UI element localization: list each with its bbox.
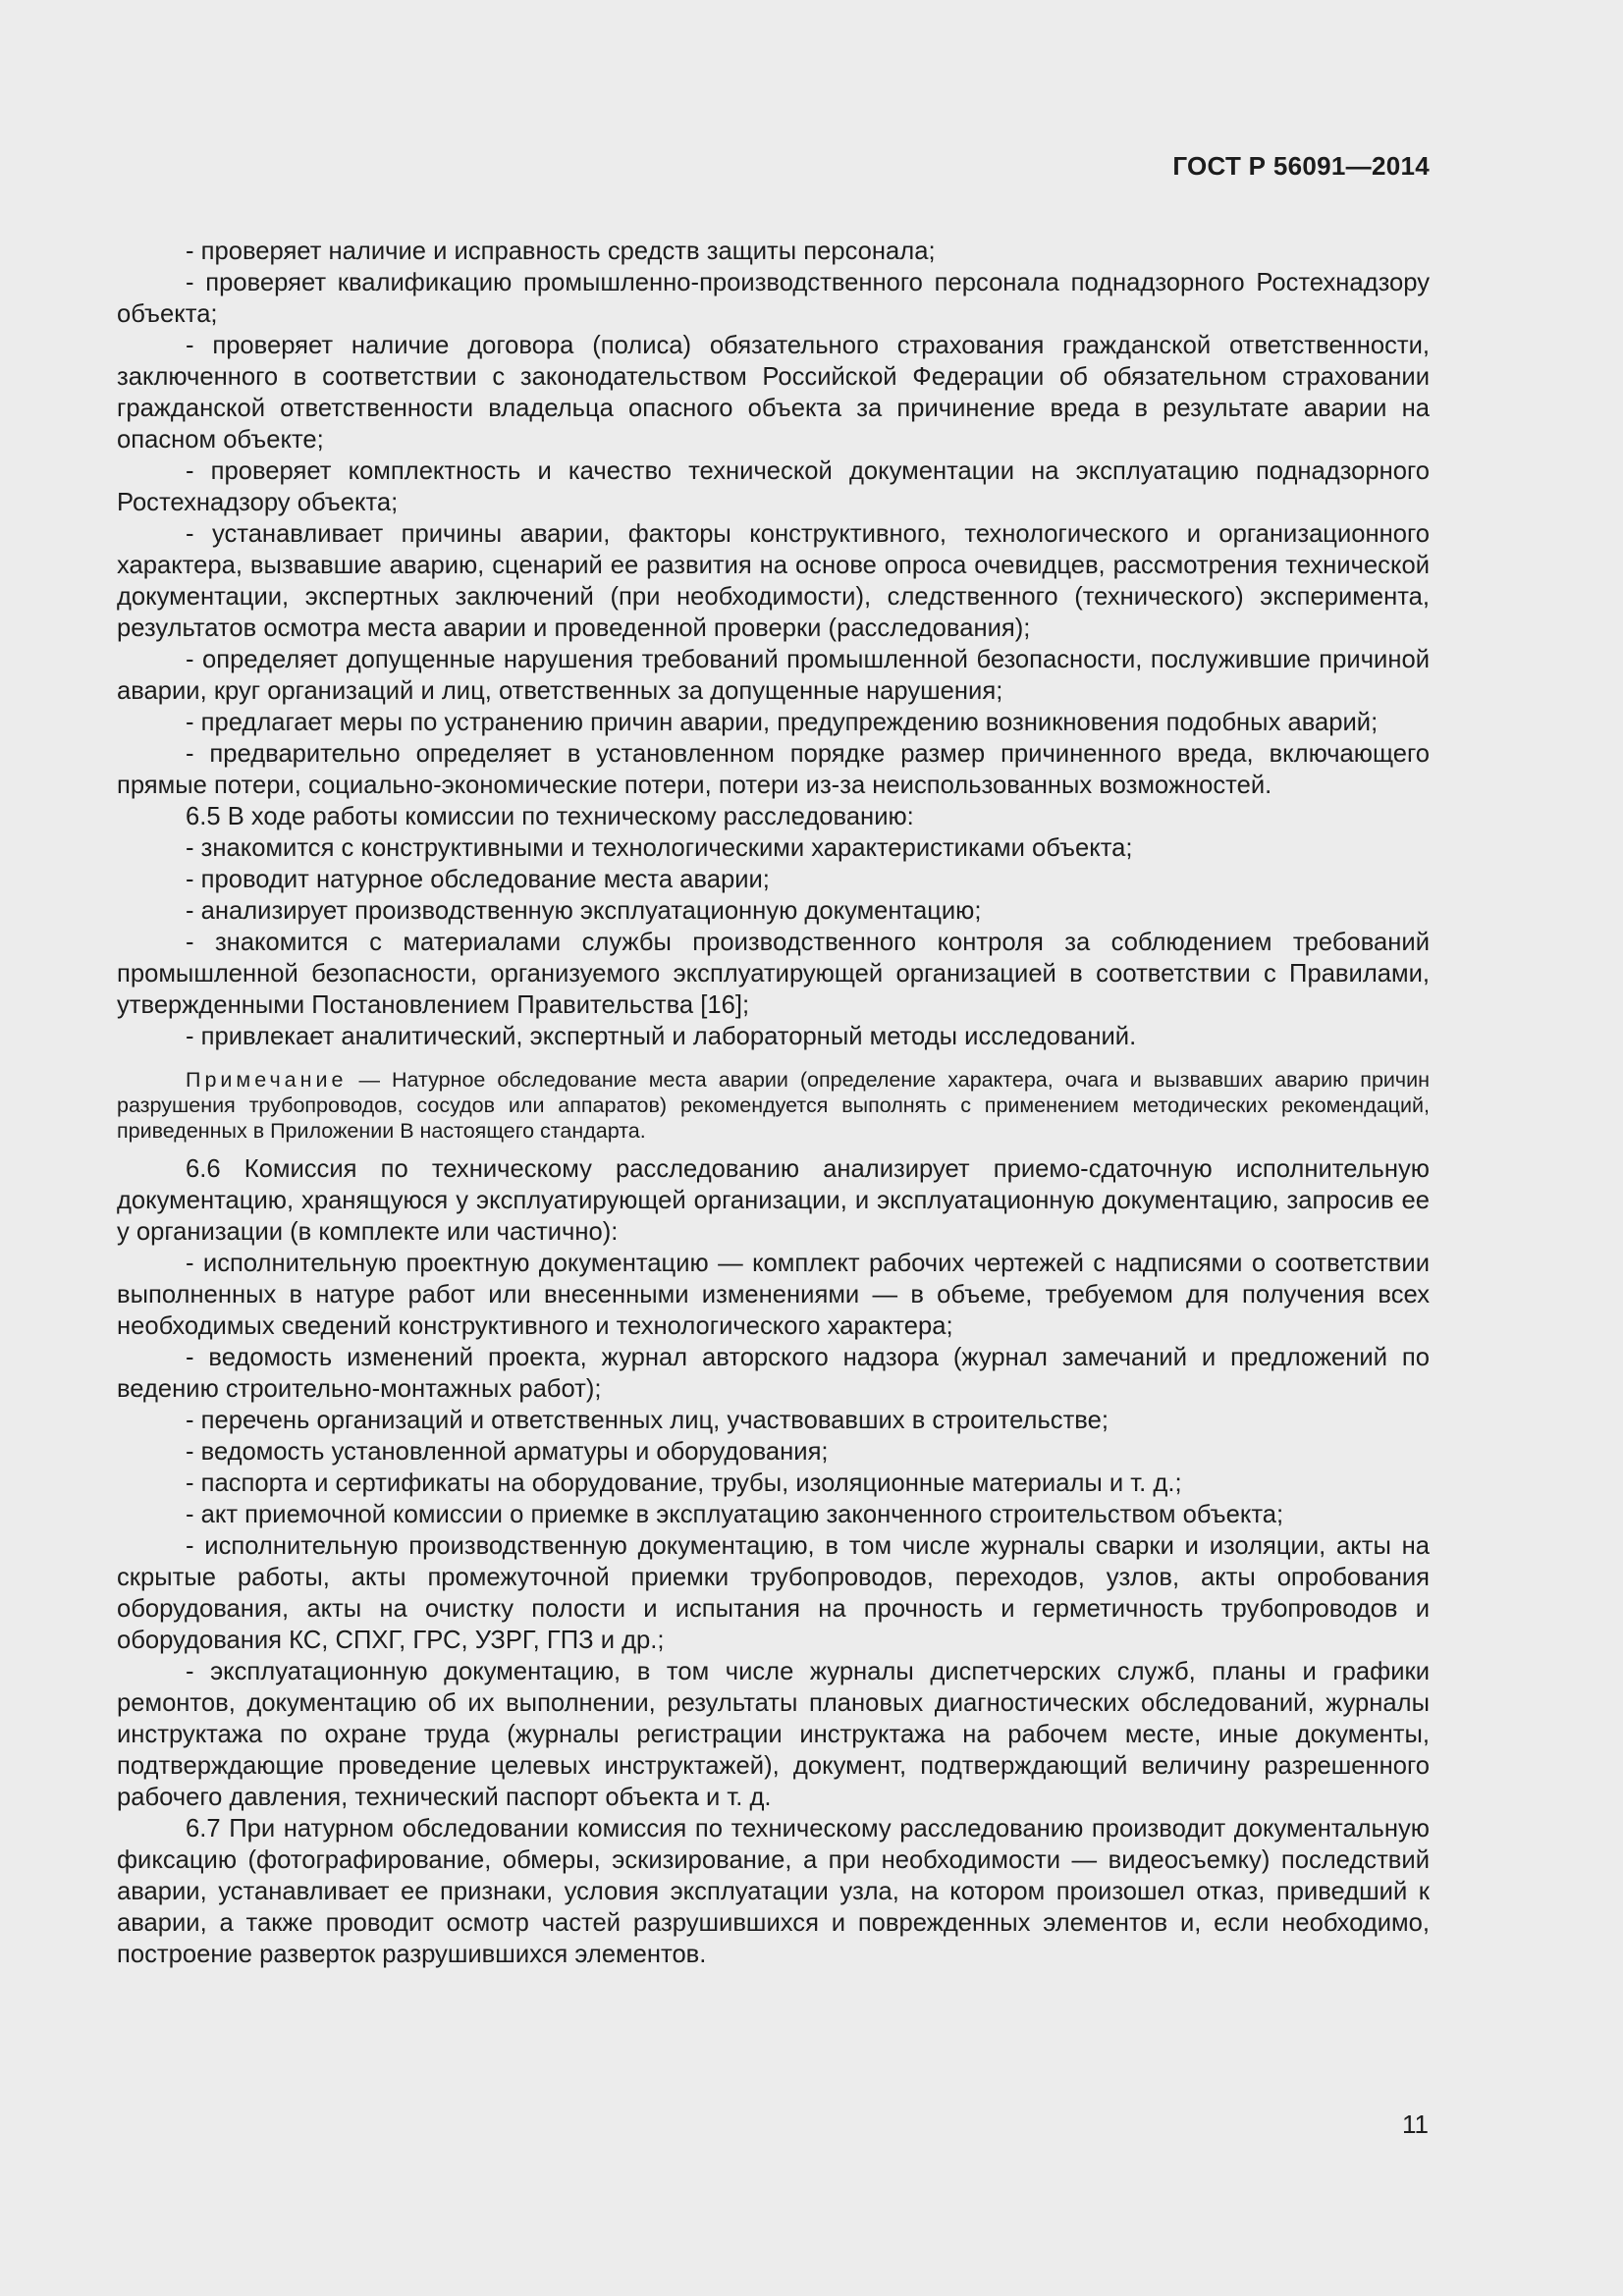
note-text: — Натурное обследование места аварии (определение характера, очага и вызвавших аварию причин разрушения трубопроводов, сосудов или аппаратов) рекомендуется выполнять с применением методических рекомендаций, приведенных в Приложении В настоящего стандарта. bbox=[117, 1068, 1430, 1143]
paragraph: - знакомится с конструктивными и технологическими характеристиками объекта; bbox=[186, 834, 1133, 862]
document-body bbox=[117, 236, 1430, 1970]
paragraph: 6.5 В ходе работы комиссии по техническому расследованию: bbox=[186, 803, 914, 830]
paragraph: - эксплуатационную документацию, в том числе журналы диспетчерских служб, планы и графики ремонтов, документацию об их выполнении, результаты плановых диагностических обследований, журналы инструктажа по охране труда (журналы регистрации инструктажа на рабочем месте, иные документы, подтверждающие проведение целевых инструктажей), документ, подтверждающий величину разрешенного рабочего давления, технический паспорт объекта и т. д. bbox=[117, 1658, 1430, 1811]
paragraph: - перечень организаций и ответственных лиц, участвовавших в строительстве; bbox=[186, 1407, 1109, 1434]
paragraph: - предлагает меры по устранению причин аварии, предупреждению возникновения подобных аварий; bbox=[186, 709, 1379, 736]
paragraph: - знакомится с материалами службы производственного контроля за соблюдением требований промышленной безопасности, организуемого эксплуатирующей организацией в соответствии с Правилами, утвержденными Постановлением Правительства [16]; bbox=[117, 929, 1430, 1019]
note-paragraph bbox=[117, 1067, 1430, 1144]
paragraph: - проверяет квалификацию промышленно-производственного персонала поднадзорного Ростехнадзору объекта; bbox=[117, 269, 1430, 328]
paragraph: - ведомость изменений проекта, журнал авторского надзора (журнал замечаний и предложений по ведению строительно-монтажных работ); bbox=[117, 1344, 1430, 1403]
paragraph: - акт приемочной комиссии о приемке в эксплуатацию законченного строительством объекта; bbox=[186, 1501, 1284, 1528]
paragraph-group-2 bbox=[117, 1153, 1430, 1970]
paragraph: 6.6 Комиссия по техническому расследованию анализирует приемо-сдаточную исполнительную документацию, хранящуюся у эксплуатирующей организации, и эксплуатационную документацию, запросив ее у организации (в комплекте или частично): bbox=[117, 1155, 1430, 1246]
paragraph: - проверяет комплектность и качество технической документации на эксплуатацию поднадзорного Ростехнадзору объекта; bbox=[117, 457, 1430, 516]
document-code: ГОСТ Р 56091—2014 bbox=[1172, 151, 1430, 181]
paragraph: - предварительно определяет в установленном порядке размер причиненного вреда, включающего прямые потери, социально-экономические потери, потери из-за неиспользованных возможностей. bbox=[117, 740, 1430, 799]
paragraph: - исполнительную проектную документацию — комплект рабочих чертежей с надписями о соответствии выполненных в натуре работ или внесенными изменениями — в объеме, требуемом для получения всех необходимых сведений конструктивного и технологического характера; bbox=[117, 1250, 1430, 1340]
paragraph: - анализирует производственную эксплуатационную документацию; bbox=[186, 897, 982, 925]
paragraph: - ведомость установленной арматуры и оборудования; bbox=[186, 1438, 829, 1466]
paragraph: - проводит натурное обследование места аварии; bbox=[186, 866, 770, 893]
paragraph: - проверяет наличие договора (полиса) обязательного страхования гражданской ответственности, заключенного в соответствии с законодательством Российской Федерации об обязательном страховании гражданской ответственности владельца опасного объекта за причинение вреда в результате аварии на опасном объекте; bbox=[117, 332, 1430, 454]
paragraph: - исполнительную производственную документацию, в том числе журналы сварки и изоляции, акты на скрытые работы, акты промежуточной приемки трубопроводов, переходов, узлов, акты опробования оборудования, акты на очистку полости и испытания на прочность и герметичность трубопроводов и оборудования КС, СПХГ, ГРС, УЗРГ, ГПЗ и др.; bbox=[117, 1532, 1430, 1654]
paragraph: - паспорта и сертификаты на оборудование, трубы, изоляционные материалы и т. д.; bbox=[186, 1469, 1182, 1497]
paragraph: - устанавливает причины аварии, факторы конструктивного, технологического и организационного характера, вызвавшие аварию, сценарий ее развития на основе опроса очевидцев, рассмотрения технической документации, экспертных заключений (при необходимости), следственного (технического) эксперимента, результатов осмотра места аварии и проведенной проверки (расследования); bbox=[117, 520, 1430, 642]
page-number: 11 bbox=[1402, 2109, 1429, 2139]
paragraph: - привлекает аналитический, экспертный и лабораторный методы исследований. bbox=[186, 1023, 1137, 1050]
note-label: Примечание bbox=[186, 1068, 348, 1092]
paragraph: 6.7 При натурном обследовании комиссия по техническому расследованию производит документальную фиксацию (фотографирование, обмеры, эскизирование, а при необходимости — видеосъемку) последствий аварии, устанавливает ее признаки, условия эксплуатации узла, на котором произошел отказ, приведший к аварии, а также проводит осмотр частей разрушившихся и поврежденных элементов и, если необходимо, построение разверток разрушившихся элементов. bbox=[117, 1815, 1430, 1968]
paragraph: - проверяет наличие и исправность средств защиты персонала; bbox=[186, 238, 936, 265]
paragraph-group-1 bbox=[117, 236, 1430, 1052]
paragraph: - определяет допущенные нарушения требований промышленной безопасности, послужившие причиной аварии, круг организаций и лиц, ответственных за допущенные нарушения; bbox=[117, 646, 1430, 705]
